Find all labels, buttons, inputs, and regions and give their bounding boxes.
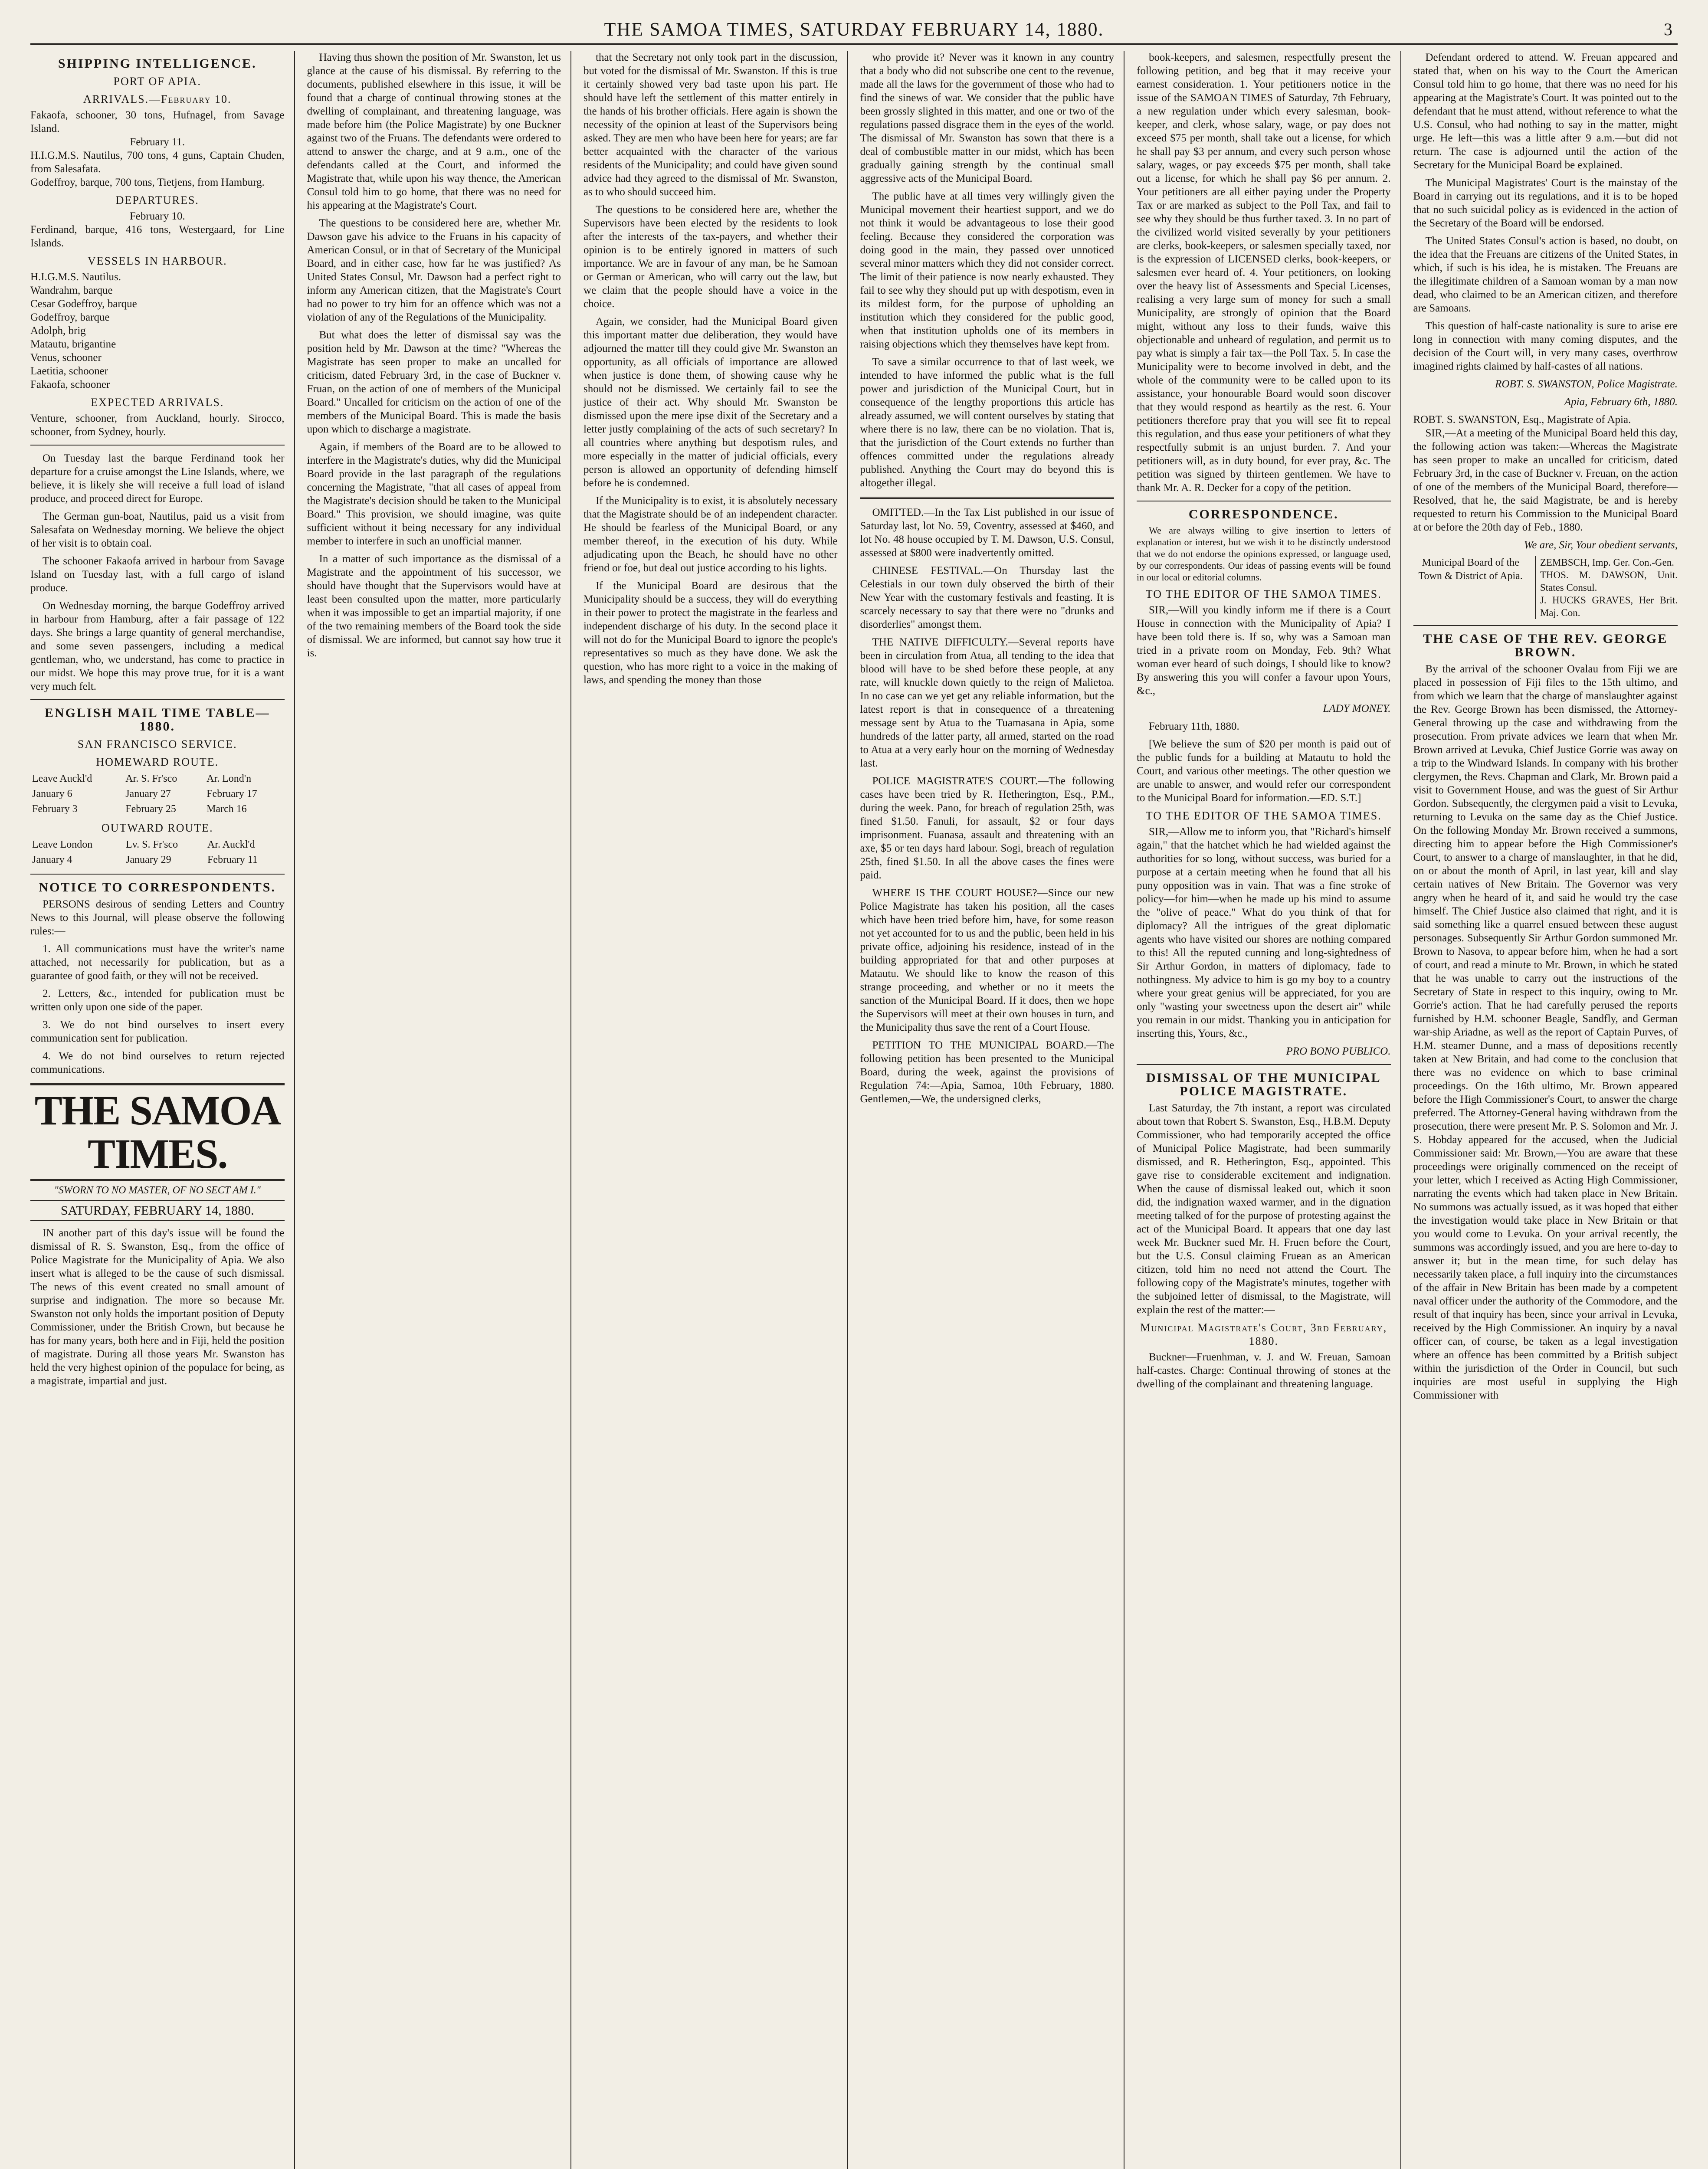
petition-text: book-keepers, and salesmen, respectfully present the following petition, and beg that it may receive your earnest consideration. 1. Your petitioners notice in the issue of the SAMOAN TIMES of Saturday, 7th February, a new regulation under which every salesman, book-keeper, and clerk, whose salary, wage, or pay does not exceed $75 per month, shall take out a license, for which he shall pay $3 per annum, and every such person whose salary, wages, or pay exceeds $75 per month, shall take out a license, for which he shall pay $6 per annum. 2. Your petitioners are all either paying under the Property Tax or are marked as subject to the Poll Tax, and fail to see why they should be thus further taxed. 3. In no part of the civilized world visited severally by your petitioners are clerks, book-keepers, or salesmen specially taxed, nor is the expression of LICENSED clerks, book-keepers, or salesmen ever heard of. 4. Your petitioners, on looking over the heavy list of Assessments and Special Licenses, realising a very large sum of money for such a small Municipality, are strongly of opinion that the Board might, without any loss to their funds, waive this objectionable and unheard of regulation, and permit us to pay what is simply a fair tax—the Poll Tax. 5. In case the Municipality were to become involved in debt, and the whole of the community were to be called upon to its assistance, your honourable Board would soon discover that they would respond as heartily as the rest. 6. Your petitioners therefore pray that you will see fit to repeal this regulation, and thus ease your petitioners of what they respectfully submit is an unjust burden. 7. And your petitioners will, as in duty bound, for ever pray, &c. The petition was signed by thirteen gentlemen. We have to thank Mr. A. R. Decker for a copy of the petition. (1137, 52, 1391, 494)
harbour-2: Wandrahm, barque (30, 285, 113, 296)
table-cell: January 6 (32, 788, 72, 799)
to-editor-label: TO THE EDITOR OF THE SAMOA TIMES. (1145, 809, 1382, 822)
letter-closing: We are, Sir, Your obedient servants, (1524, 539, 1678, 551)
signer: THOS. M. DAWSON, Unit. States Consul. (1540, 570, 1678, 593)
correspondence-heading: CORRESPONDENCE. (1188, 507, 1339, 521)
column-3 (584, 51, 848, 2169)
notice-rule: 2. Letters, &c., intended for publication must be written only upon one side of the paper. (30, 988, 285, 1013)
local-item: POLICE MAGISTRATE'S COURT.—The following cases have been tried by R. Hetherington, Esq., P.M., during the week. Pano, for breach of regulation 25th, was fined $1.50. Fanuli, for assault, $2 or four days imprisonment. Fuanasa, assault and threatening with an axe, $5 or ten days hard labour. Sogi, breach of regulation 25th, fined $1.50. In all the above cases the fines were paid. (860, 775, 1114, 881)
shipping-note: On Tuesday last the barque Ferdinand took her departure for a cruise amongst the Line Islands, where, we believe, it is likely she will receive a full load of island produce, and proceed direct for Europe. (30, 452, 285, 505)
minutes-text: The United States Consul's action is based, no doubt, on the idea that the Freuans are citizens of the United States, in which, if such is his idea, he is mistaken. The Freuans are the illegitimate children of a Samoan woman by a man now dead, who claimed to be an American citizen, and therefore are Samoans. (1413, 235, 1678, 314)
masthead-date: SATURDAY, FEBRUARY 14, 1880. (30, 1200, 285, 1221)
divider (30, 699, 285, 700)
column-4 (860, 51, 1125, 2169)
table-cell: February 3 (32, 803, 78, 815)
table-cell: Ar. Lond'n (207, 773, 252, 784)
editorial-paragraph: Having thus shown the position of Mr. Swanston, let us glance at the cause of his dismissal. By referring to the documents, published elsewhere in this issue, it will be found that a charge of continual throwing stones at the dwelling of complainant, and threatening language, was made before him (the Police Magistrate) by one Buckner against two of the Fruans. The defendants were ordered to attend to answer the charge, and at 9 a.m., one of the defendants called at the Court, and informed the Magistrate that, while upon his way thence, the American Consul told him to go home, that there was no need for his appearing at the Magistrate's Court. (307, 52, 561, 211)
board-name: Municipal Board of the Town & District of Apia. (1418, 557, 1523, 582)
departure-1: February 10. (129, 210, 185, 222)
harbour-3: Cesar Godeffroy, barque (30, 298, 137, 310)
table-cell: January 27 (125, 788, 171, 799)
harbour-7: Venus, schooner (30, 352, 102, 364)
table-cell: Lv. S. Fr'sco (126, 839, 178, 850)
letter-date: Apia, February 6th, 1880. (1564, 396, 1678, 408)
editorial-paragraph: If the Municipality is to exist, it is absolutely necessary that the Magistrate should be of an independent character. He should be fearless of the Municipal Board, or any member thereof, in the execution of his duty. While adjudicating upon the Beach, he should have no other friend or foe, but deal out justice according to his lights. (584, 495, 838, 574)
dismissal-body: Last Saturday, the 7th instant, a report was circulated about town that Robert S. Swanston, Esq., H.B.M. Deputy Commissioner, who had temporarily accepted the office of Municipal Police Magistrate, had been summarily dismissed, and R. Hetherington, Esq., appointed. This gave rise to considerable excitement and indignation. When the cause of dismissal leaked out, which it soon did, the indignation waxed warmer, and in the dignation meeting talked of for the purpose of protesting against the act of the Municipal Board. It appears that one day last week Mr. Buckner sued Mr. H. Fruen before the Court, but the U.S. Consul claiming Fruean as an American citizen, told him no need not attend the Court. The following copy of the Magistrate's minutes, together with the subjoined letter of dismissal, to the Magistrate, will explain the rest of the matter:— (1137, 1102, 1391, 1316)
arrival-4: Godeffroy, barque, 700 tons, Tietjens, from Hamburg. (30, 177, 265, 188)
harbour-4: Godeffroy, barque (30, 311, 110, 323)
editorial-paragraph: that the Secretary not only took part in the discussion, but voted for the dismissal of Mr. Swanston. If this is true it certainly showed very bad taste upon his part. He should have left the settlement of this matter entirely in the hands of his brother officials. Here again is shown the necessity of the opinion at least of the Supervisors being asked. They are men who have been here for years; are far better acquainted with the character of the various residents of the Municipality; and could have given sound advice had they agreed to the dismissal of Mr. Swanston, as to who should succeed him. (584, 52, 838, 198)
editorial-paragraph: To save a similar occurrence to that of last week, we intended to have informed the public what is the full power and jurisdiction of the Municipal Court, but in consequence of the lengthy proportions this article has already assumed, we will content ourselves by stating that where there is no law, there can be no violation. That is, that the jurisdiction of the Court extends no further than offences committed under the regulations already published. Anything the Court may do beyond this is altogether illegal. (860, 356, 1114, 489)
table-cell: Leave Auckl'd (32, 773, 92, 784)
table-row (30, 852, 285, 868)
table-cell: February 11 (207, 854, 258, 865)
masthead-title: THE SAMOA TIMES. (30, 1083, 285, 1181)
arrival-1: Fakaofa, schooner, 30 tons, Hufnagel, from Savage Island. (30, 109, 285, 134)
minutes-text: The Municipal Magistrates' Court is the mainstay of the Board in carrying out its regulations, and it is to be hoped that no such suicidal policy as is evidenced in the action of the Secretary of the Board will be endorsed. (1413, 177, 1678, 229)
local-item: THE NATIVE DIFFICULTY.—Several reports have been in circulation from Atua, all tending to the idea that blood will have to be shed before these people, at any rate, will knuckle down quietly to the reign of Malietoa. In no case can we yet get any reliable information, but the latest report is that in consequence of a threatening message sent by Atua to the Tuamasana in Apia, some hundreds of the latter party, all armed, started on the road to Atua at a very early hour on the morning of Wednesday last. (860, 636, 1114, 769)
signer: J. HUCKS GRAVES, Her Brit. Maj. Con. (1540, 595, 1678, 618)
column-6 (1413, 51, 1678, 2169)
local-item: PETITION TO THE MUNICIPAL BOARD.—The following petition has been presented to the Municipal Board, during the week, against the provisions of Regulation 74:—Apia, Samoa, 10th February, 1880. Gentlemen,—We, the undersigned clerks, (860, 1039, 1114, 1105)
departure-2: Ferdinand, barque, 416 tons, Westergaard, for Line Islands. (30, 224, 285, 249)
shipping-note: On Wednesday morning, the barque Godeffroy arrived in harbour from Hamburg, after a fair passage of 122 days. She brings a large quantity of general merchandise, and some seven passengers, including a medical gentleman, who, we understand, has come to practice in our midst. We hope this may prove true, for it is a want very much felt. (30, 600, 285, 692)
shipping-note: The schooner Fakaofa arrived in harbour from Savage Island on Tuesday last, with a full cargo of island produce. (30, 555, 285, 594)
arrival-2: February 11. (130, 136, 185, 148)
editorial-paragraph: But what does the letter of dismissal say was the position held by Mr. Dawson at the time? "Whereas the Magistrate has seen proper to make an uncalled for criticism, dated February 3rd, in the case of Buckner v. Fruan, on the action of one of members of the Municipal Board." Uncalled for criticism on the action of one of the members of the Municipal Board. This is made the basis upon which to discharge a magistrate. (307, 329, 561, 435)
homeward-table (30, 771, 285, 817)
table-header-row (30, 771, 285, 786)
brown-heading: THE CASE OF THE REV. GEORGE BROWN. (1423, 632, 1668, 659)
local-item: WHERE IS THE COURT HOUSE?—Since our new Police Magistrate has taken his position, all the cases which have been tried before him, have, for some reason not yet accounted for to us and the public, been held in his private office, adjoining his residence, instead of in the building appropriated for that and other purposes at Matautu. We should like to know the reason of this strange proceeding, and whether or no it meets the sanction of the Municipal Board. If it does, then we hope the Supervisors will meet at their own houses in turn, and the Municipality thus save the rent of a Court House. (860, 887, 1114, 1033)
homeward-label: HOMEWARD ROUTE. (96, 756, 219, 768)
letter-body: SIR,—Allow me to inform you, that "Richard's himself again," that the hatchet which he had wielded against the authorities for so long, without success, was buried for a purpose at a certain meeting when he found that all his puny opposition was in vain. That was a fine stroke of policy—for him—when he made up his mind to assume the "olive of peace." What do you think of that for diplomacy? All the intrigues of the great diplomatic agents who have visited our shores are nothing compared to this! All the reputed cunning and long-sightedness of Sir Arthur Gordon, in matters of diplomacy, fade to nothingness. My advice to him is go my boy to a country where your great genius will be appreciated, for you are only "wasting your sweetness upon the desert air" while you remain in our midst. Thanking you in anticipation for inserting this, Yours, &c., (1137, 826, 1391, 1039)
column-1 (30, 51, 295, 2169)
table-cell: March 16 (207, 803, 247, 815)
case-line: Buckner—Fruenhman, v. J. and W. Freuan, Samoan half-castes. Charge: Continual throwing of stones at the dwelling of the complainant and threatening language. (1137, 1351, 1391, 1390)
page-number: 3 (1664, 20, 1673, 39)
notice-rule: 4. We do not bind ourselves to return rejected communications. (30, 1050, 285, 1075)
expected-label: EXPECTED ARRIVALS. (91, 396, 224, 409)
letter-addressee: ROBT. S. SWANSTON, Esq., Magistrate of Apia. (1413, 414, 1631, 426)
signers (1535, 556, 1678, 619)
arrival-3: H.I.G.M.S. Nautilus, 700 tons, 4 guns, Captain Chuden, from Salesafata. (30, 150, 285, 175)
editorial-paragraph: IN another part of this day's issue will be found the dismissal of R. S. Swanston, Esq., from the office of Police Magistrate for the Municipality of Apia. We also insert what is alleged to be the cause of such dismissal. The news of this event created no small amount of surprise and indignation. The more so because Mr. Swanston not only holds the important position of Deputy Commissioner, under the British Crown, but because he has for many years, both here and in Fiji, held the position of magistrate. During all those years Mr. Swanston has held the very highest opinion of the populace for being, as a magistrate, impartial and just. (30, 1227, 285, 1387)
divider (860, 497, 1115, 499)
editorial-paragraph: In a matter of such importance as the dismissal of a Magistrate and the appointment of his successor, we should have thought that the Supervisors would have at least been consulted upon the matter, more particularly when it was impossible to get an impartial majority, if one of the two remaining members of the Board took the side of dismissal. We are informed, but cannot say how true it is. (307, 553, 561, 659)
shipping-heading: SHIPPING INTELLIGENCE. (58, 56, 257, 71)
harbour-6: Matautu, brigantine (30, 338, 116, 350)
harbour-8: Laetitia, schooner (30, 365, 108, 377)
court-line: Municipal Magistrate's Court, 3rd February, 1880. (1140, 1321, 1387, 1347)
notice-rule: 3. We do not bind ourselves to insert every communication sent for publication. (30, 1019, 285, 1044)
editorial-paragraph: The public have at all times very willingly given the Municipal movement their heartiest support, and we do not think it would be advantageous to lose their good feeling. Because they considered the corporation was doing good in the main, they passed over unnoticed several minor matters which they did not consider correct. The limit of their patience is now nearly exhausted. They fail to see why they should put up with despotism, even in its mildest form, for the purpose of upholding an institution which they considered for the public good, when that institution upholds one of its members in raising objections which they themselves have kept from. (860, 190, 1114, 350)
departures-label: DEPARTURES. (115, 194, 199, 206)
notice-lead: PERSONS desirous of sending Letters and Country News to this Journal, will please observe the following rules:— (30, 898, 285, 937)
harbour-5: Adolph, brig (30, 325, 86, 337)
divider (1413, 625, 1678, 626)
table-cell: Ar. Auckl'd (207, 839, 255, 850)
magistrate-signature: ROBT. S. SWANSTON, Police Magistrate. (1495, 378, 1678, 390)
table-cell: February 17 (207, 788, 257, 799)
table-cell: Leave London (32, 839, 93, 850)
harbour-1: H.I.G.M.S. Nautilus. (30, 271, 121, 283)
mail-heading: ENGLISH MAIL TIME TABLE—1880. (44, 706, 270, 734)
notice-heading: NOTICE TO CORRESPONDENTS. (39, 880, 276, 894)
editorial-paragraph: If the Municipal Board are desirous that the Municipality should be a success, they will do everything in their power to protect the magistrate in the fearless and independent discharge of his duty. In the second place it will not do for the Municipal Board to ignore the people's representatives so much as they have done. We ask the question, who has more right to a voice in the making of laws, and spending the money than those (584, 580, 838, 686)
minutes-text: This question of half-caste nationality is sure to arise ere long in connection with many coming disputes, and the decision of the Court will, in very many cases, overthrow imagined rights claimed by half-castes of all nations. (1413, 320, 1678, 372)
page-header (30, 17, 1678, 45)
notice-rule: 1. All communications must have the writer's name attached, not necessarily for publication, but as a guarantee of good faith, or they will not be received. (30, 943, 285, 982)
to-editor-label: TO THE EDITOR OF THE SAMOA TIMES. (1145, 588, 1382, 600)
column-5 (1137, 51, 1401, 2169)
local-item: OMITTED.—In the Tax List published in our issue of Saturday last, lot No. 59, Coventry, assessed at $460, and lot No. 48 house occupied by T. M. Dawson, U.S. Consul, assessed at $800 were inadvertently omitted. (860, 507, 1114, 559)
arrivals-label: ARRIVALS.—February 10. (83, 93, 232, 105)
expected-text: Venture, schooner, from Auckland, hourly. Sirocco, schooner, from Sydney, hourly. (30, 413, 285, 438)
editorial-paragraph: The questions to be considered here are, whether Mr. Dawson gave his advice to the Fruans in his capacity of American Consul, or in that of Secretary of the Municipal Board, and in either case, how far he was justified? As United States Consul, Mr. Dawson had a perfect right to inform any American citizen, that the Magistrate's Court had no power to try him for an offence which was not a violation of any of the Regulations of the Municipality. (307, 217, 561, 323)
outward-table (30, 837, 285, 868)
table-cell: January 4 (32, 854, 72, 865)
letter-signature: PRO BONO PUBLICO. (1286, 1045, 1391, 1057)
table-cell: February 25 (125, 803, 176, 815)
letter-body: SIR,—Will you kindly inform me if there is a Court House in connection with the Municipality of Apia? I have been told there is. If so, why was a Samoan man tried in a private room on Monday, Feb. 9th? What woman ever heard of such doings, I should like to know? By answering this you will confer a favour upon Yours, &c., (1137, 604, 1391, 697)
signer: ZEMBSCH, Imp. Ger. Con.-Gen. (1540, 557, 1675, 568)
brown-article: By the arrival of the schooner Ovalau from Fiji we are placed in possession of Fiji files to the 15th ultimo, and from which we learn that the charge of manslaughter against the Rev. George Brown has been dismissed, the Attorney-General throwing up the case and withdrawing from the prosecution. From private advices we learn that when Mr. Brown arrived at Levuka, Chief Justice Gorrie was away on a trip to the Windward Islands. In company with his brother clergymen, the Revs. Chapman and Clark, Mr. Brown paid a visit to Government House, and was the guest of Sir Arthur Gordon. Subsequently, the clergymen paid a visit to Levuka, returning to Levuka on the same day as the Chief Justice. On the following Monday Mr. Brown received a summons, directing him to appear before the High Commissioner's Court, to answer to a charge of manslaughter, in that he did, on or about the month of April, in last year, kill and slay certain natives of New Britain. The Governor was very angry when he heard of it, and said he would try the case himself. The Chief Justice also claimed that right, and it is said something like a quarrel ensued between these august personages. Subsequently Sir Arthur Gordon summoned Mr. Brown to Nasova, to appear before him, when he had a sort of court, and read a minute to Mr. Brown, in which he stated that he was unable to carry out the instructions of the Secretary of State in respect to this inquiry, owing to Mr. Gorrie's action. That he had carefully perused the reports furnished by H.M. schooner Beagle, Sandfly, and German war-ship Ariadne, as well as the report of Captain Purves, of H.M. steamer Dunne, and a mass of depositions recently taken at New Britain, and had come to the conclusion that there was no evidence on which to base criminal proceedings. On the 16th ultimo, Mr. Brown appeared before the High Commissioner's Court, to answer the charge preferred. The Attorney-General having withdrawn from the prosecution, there were present Mr. P. S. Solomon and Mr. J. S. Hobday appeared for the accused, when the Judicial Commissioner said: Mr. Brown,—You are aware that these proceedings were originally commenced on the receipt of your letter, which I received as Acting High Commissioner, narrating the events which had taken place in New Britain. No summons was actually issued, as it was hoped that either the investigation would take place in New Britain or that you would come to Levuka. On your arrival recently, the summons was accordingly issued, and you are here to-day to answer it; but in the mean time, for such delay has necessarily taken place, a full inquiry into the circumstances of the affair in New Britain has been made by a competent naval officer under the authority of the Commodore, and the result of that inquiry has been, since your arrival in Levuka, received by the High Commissioner. An inquiry by a naval officer can, of course, be taken as a legal investigation where an offence has been committed by a British subject within the jurisdiction of the Order in Council, but such inquiries are most useful in supplying the High Commissioner with (1413, 663, 1678, 1401)
correspondence-disclaimer: We are always willing to give insertion to letters of explanation or interest, but we wish it to be distinctly understood that we do not endorse the opinions expressed, or language used, by our correspondents. Our ideas of passing events will be found in our local or editorial columns. (1137, 525, 1391, 583)
columns (30, 51, 1678, 2169)
editorial-paragraph: Again, if members of the Board are to be allowed to interfere in the Magistrate's duties, why did the Municipal Board provide in the last paragraph of the regulations concerning the Magistrate, "that all cases of appeal from the Magistrate's decision should be taken to the Municipal Board." This provision, we should imagine, was quite sufficient without it being necessary for any individual member to interfere in such an unofficial manner. (307, 441, 561, 547)
divider (1137, 1064, 1391, 1065)
dismissal-letter: SIR,—At a meeting of the Municipal Board held this day, the following action was taken:—Whereas the Magistrate has seen proper to make an uncalled for criticism, dated February 3rd, in the case of Buckner v. Freuan, on the action of one of the members of the Municipal Board, therefore— Resolved, that he, the said Magistrate, be and is hereby requested to return his Commission to the Municipal Board at or before the 20th day of Feb., 1880. (1413, 427, 1678, 533)
minutes-text: Defendant ordered to attend. W. Freuan appeared and stated that, when on his way to the Court the American Consul told him to go home, that there was no need for his appearing at the Magistrate's Court. It was pointed out to the defendant that he must attend, without reference to what the U.S. Consul, who had nothing to say in the matter, might urge. He left—this was a little after 9 a.m.—but did not return. The case is adjourned until the action of the Secretary for the Municipal Board be explained. (1413, 52, 1678, 171)
divider (30, 874, 285, 875)
table-cell: January 29 (126, 854, 171, 865)
running-title: THE SAMOA TIMES, SATURDAY FEBRUARY 14, 1880. (604, 19, 1104, 40)
port-heading: PORT OF APIA. (113, 75, 201, 88)
table-row (30, 802, 285, 817)
editor-note: [We believe the sum of $20 per month is paid out of the public funds for a building at Matautu to hold the Court, and various other meetings. The other question we are unable to answer, and would refer our correspondent to the Municipal Board for information.—ED. S.T.] (1137, 738, 1391, 804)
table-header-row (30, 837, 285, 852)
editorial-paragraph: Again, we consider, had the Municipal Board given this important matter due deliberation, they would have adjourned the matter till they could give Mr. Swanston an opportunity, as all officials of importance are allowed when justice is done them, of showing cause why he should not be dismissed. We certainly fail to see the justice of their act. Why should Mr. Swanston be dismissed upon the mere ipse dixit of the Secretary and a letter justly complaining of the acts of such secretary? In all countries where anything but despotism rules, and more especially in the matter of judicial officials, every person is allowed an opportunity of defending himself before he is condemned. (584, 316, 838, 489)
harbour-label: VESSELS IN HARBOUR. (87, 255, 227, 267)
mail-service: SAN FRANCISCO SERVICE. (77, 738, 237, 750)
letter-signature: LADY MONEY. (1323, 703, 1391, 714)
outward-label: OUTWARD ROUTE. (101, 822, 213, 834)
local-item: CHINESE FESTIVAL.—On Thursday last the Celestials in our town duly observed the birth of their New Year with the customary festivals and feasting. It is scarcely necessary to say that there were no "drunks and disorderlies" amongst them. (860, 565, 1114, 630)
editorial-paragraph: who provide it? Never was it known in any country that a body who did not subscribe one cent to the revenue, made all the laws for the government of those who had to find the sinews of war. We consider that the public have been grossly slighted in this matter, and one or two of the regulations passed disgrace them in the eyes of the world. The dismissal of Mr. Swanston has sown that there is a deal of combustible matter in our midst, which has been gradually gaining strength by the continual small aggressive acts of the Municipal Board. (860, 52, 1114, 184)
editorial-paragraph: The questions to be considered here are, whether the Supervisors have been elected by the residents to look after the interests of the tax-payers, and whether their opinion is to be entirely ignored in matters of such importance. We are in favour of any man, be he Samoan or German or American, who will carry out the law, but we claim that the people should have a voice in the choice. (584, 204, 838, 310)
dismissal-heading: DISMISSAL OF THE MUNICIPAL POLICE MAGISTRATE. (1146, 1071, 1381, 1098)
signature-block (1413, 556, 1678, 619)
table-row (30, 786, 285, 802)
harbour-9: Fakaofa, schooner (30, 379, 110, 390)
shipping-note: The German gun-boat, Nautilus, paid us a visit from Salesafata on Wednesday morning. We believe the object of her visit is to obtain coal. (30, 511, 285, 549)
table-cell: Ar. S. Fr'sco (125, 773, 177, 784)
divider (30, 445, 285, 446)
masthead-motto: "SWORN TO NO MASTER, OF NO SECT AM I." (54, 1185, 261, 1196)
letter-date: February 11th, 1880. (1149, 721, 1239, 732)
column-2 (307, 51, 572, 2169)
